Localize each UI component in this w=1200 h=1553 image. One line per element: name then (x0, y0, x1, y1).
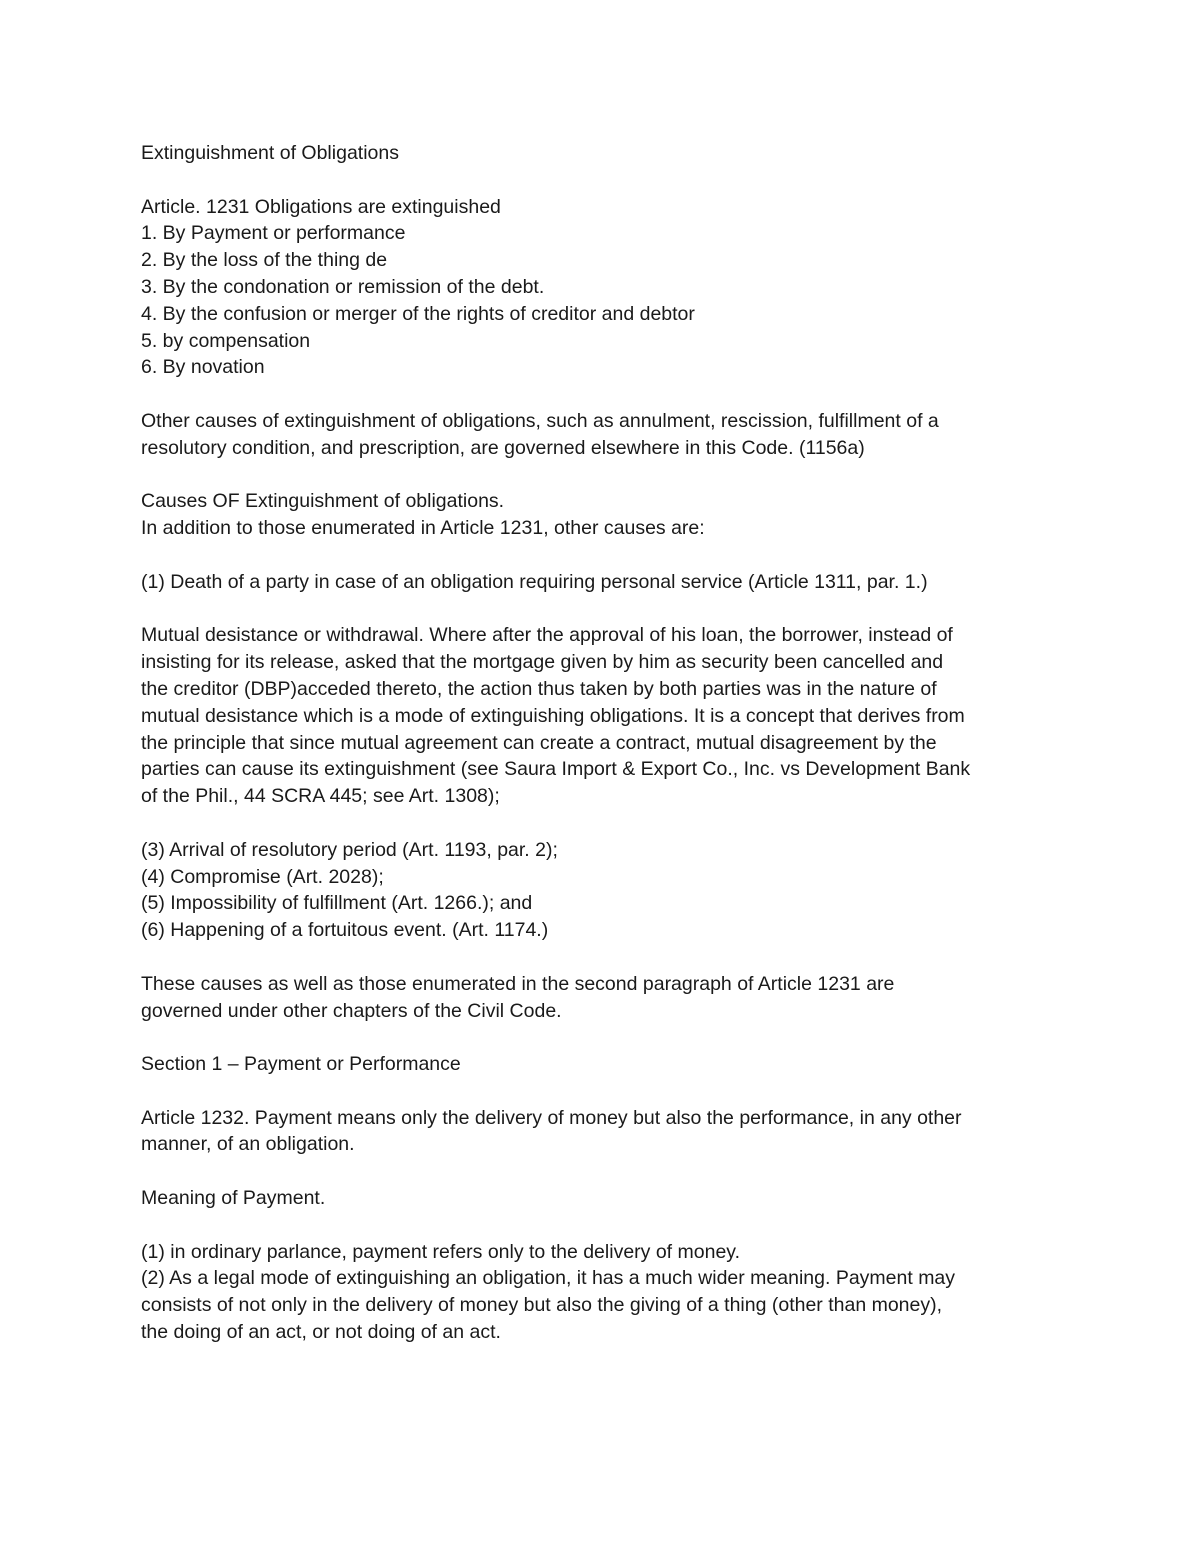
paragraph-line: Article 1232. Payment means only the delivery of money but also the performance, in any other (141, 1106, 962, 1129)
article-1231-heading: Article. 1231 Obligations are extinguished (141, 195, 501, 218)
article-1232-paragraph (141, 1105, 1071, 1159)
document-title-block (141, 140, 1071, 167)
section-1-heading-block (141, 1051, 1071, 1078)
paragraph-line: insisting for its release, asked that the mortgage given by him as security been cancelled and (141, 651, 944, 674)
list-item: (6) Happening of a fortuitous event. (Art. 1174.) (141, 919, 549, 942)
causes-heading: Causes OF Extinguishment of obligations. (141, 490, 505, 513)
paragraph-line: the principle that since mutual agreement can create a contract, mutual disagreement by the (141, 731, 937, 754)
more-causes-list (141, 837, 1071, 944)
list-item: 6. By novation (141, 356, 265, 379)
paragraph-line: Mutual desistance or withdrawal. Where after the approval of his loan, the borrower, instead of (141, 624, 953, 647)
meaning-heading: Meaning of Payment. (141, 1187, 326, 1210)
list-item: 2. By the loss of the thing de (141, 249, 388, 272)
mutual-desistance-paragraph (141, 622, 1071, 810)
meaning-items-block (141, 1239, 1071, 1346)
article-1231-block (141, 194, 1071, 382)
paragraph-line: manner, of an obligation. (141, 1133, 355, 1156)
list-item: 4. By the confusion or merger of the rights of creditor and debtor (141, 302, 695, 325)
list-item: 5. by compensation (141, 329, 311, 352)
paragraph-line: governed under other chapters of the Civil Code. (141, 999, 562, 1022)
other-causes-paragraph (141, 408, 1071, 462)
paragraph-line: These causes as well as those enumerated in the second paragraph of Article 1231 are (141, 972, 895, 995)
document-title: Extinguishment of Obligations (141, 142, 399, 164)
causes-intro-block (141, 488, 1071, 542)
paragraph-line: parties can cause its extinguishment (see Saura Import & Export Co., Inc. vs Development Bank (141, 758, 971, 781)
list-item: (2) As a legal mode of extinguishing an obligation, it has a much wider meaning. Payment may (141, 1267, 956, 1290)
meaning-heading-block (141, 1185, 1071, 1212)
list-item: 3. By the condonation or remission of the debt. (141, 275, 545, 298)
section-1-heading: Section 1 – Payment or Performance (141, 1053, 461, 1076)
death-item-block (141, 569, 1071, 596)
paragraph-line: of the Phil., 44 SCRA 445; see Art. 1308); (141, 785, 500, 808)
list-item: (3) Arrival of resolutory period (Art. 1193, par. 2); (141, 838, 558, 861)
list-item: 1. By Payment or performance (141, 222, 406, 245)
causes-intro: In addition to those enumerated in Article 1231, other causes are: (141, 517, 705, 540)
paragraph-line: Other causes of extinguishment of obligations, such as annulment, rescission, fulfillment of a (141, 409, 939, 432)
cause-item-death: (1) Death of a party in case of an obligation requiring personal service (Article 1311, par. 1.) (141, 570, 928, 593)
list-item: the doing of an act, or not doing of an act. (141, 1321, 501, 1344)
document-body (141, 140, 1071, 1346)
paragraph-line: resolutory condition, and prescription, are governed elsewhere in this Code. (1156a) (141, 436, 865, 459)
list-item: consists of not only in the delivery of money but also the giving of a thing (other than money), (141, 1294, 943, 1317)
article-1231-list (141, 220, 1071, 381)
paragraph-line: the creditor (DBP)acceded thereto, the action thus taken by both parties was in the nature of (141, 677, 937, 700)
list-item: (1) in ordinary parlance, payment refers only to the delivery of money. (141, 1240, 741, 1263)
list-item: (4) Compromise (Art. 2028); (141, 865, 384, 888)
causes-closing-paragraph (141, 971, 1071, 1025)
paragraph-line: mutual desistance which is a mode of extinguishing obligations. It is a concept that derives from (141, 704, 965, 727)
list-item: (5) Impossibility of fulfillment (Art. 1266.); and (141, 892, 533, 915)
